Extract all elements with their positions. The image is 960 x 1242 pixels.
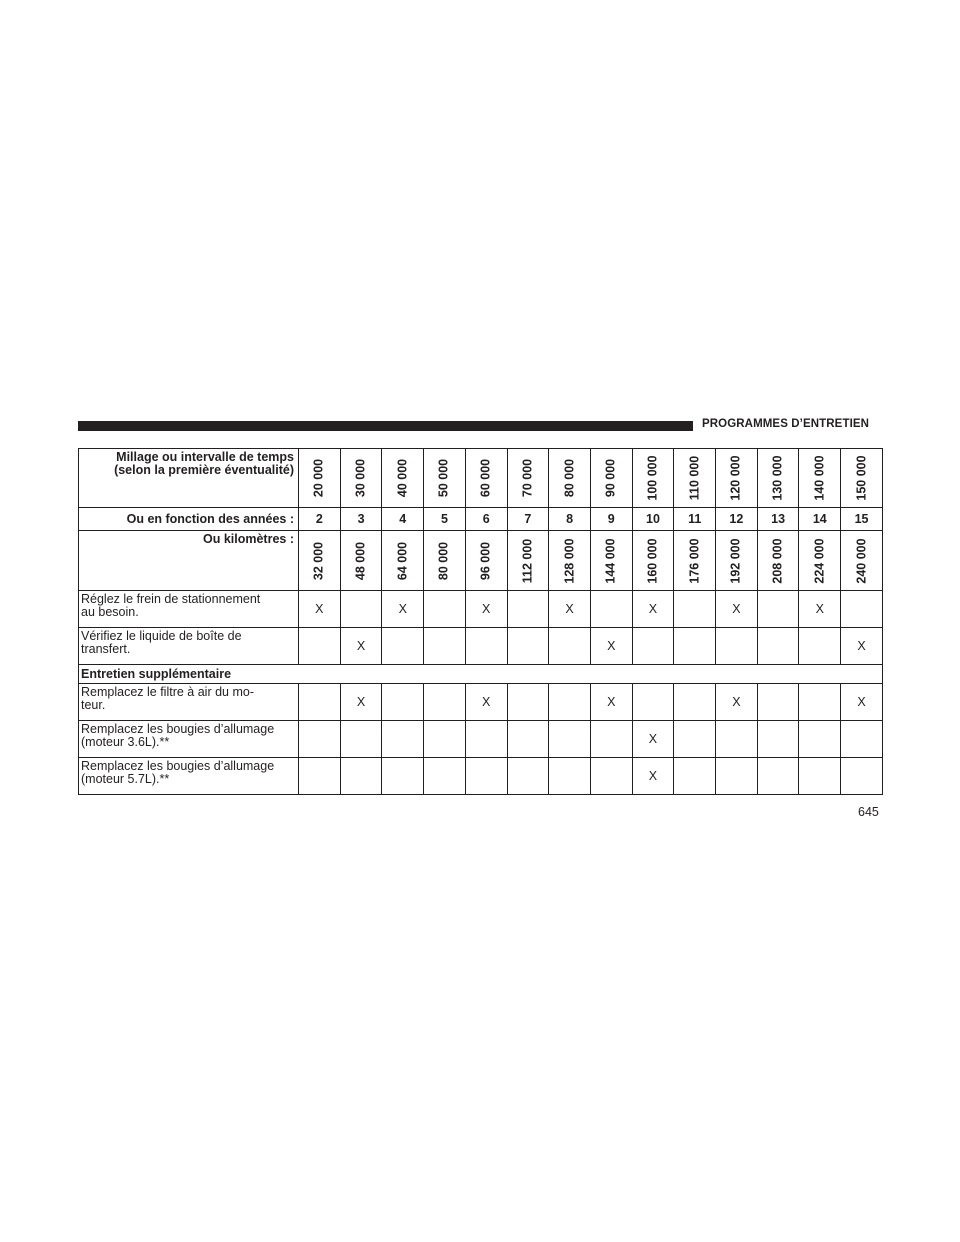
schedule-mark: X xyxy=(799,591,841,628)
schedule-mark: X xyxy=(299,591,341,628)
mileage-value: 70 000 xyxy=(520,458,535,498)
mileage-cell xyxy=(674,449,716,508)
schedule-mark xyxy=(674,721,716,758)
schedule-mark xyxy=(674,684,716,721)
mileage-value: 100 000 xyxy=(645,455,660,501)
schedule-mark xyxy=(382,758,424,795)
mileage-cell xyxy=(465,449,507,508)
mileage-value: 30 000 xyxy=(353,458,368,498)
mileage-value: 80 000 xyxy=(562,458,577,498)
schedule-mark xyxy=(590,758,632,795)
section-heading: Entretien supplémentaire xyxy=(79,665,883,684)
year-value: 15 xyxy=(841,508,883,531)
year-value: 7 xyxy=(507,508,549,531)
schedule-mark xyxy=(507,721,549,758)
year-value: 5 xyxy=(424,508,466,531)
kilometers-value: 240 000 xyxy=(854,537,869,584)
kilometers-value: 160 000 xyxy=(645,537,660,584)
year-value: 3 xyxy=(340,508,382,531)
schedule-mark xyxy=(757,684,799,721)
kilometers-value: 176 000 xyxy=(687,537,702,584)
years-row xyxy=(79,508,883,531)
schedule-mark xyxy=(340,591,382,628)
schedule-mark xyxy=(799,758,841,795)
schedule-mark xyxy=(424,758,466,795)
kilometers-label: Ou kilomètres : xyxy=(79,531,299,591)
schedule-mark xyxy=(674,628,716,665)
maintenance-item-row xyxy=(79,758,883,795)
schedule-mark xyxy=(507,684,549,721)
mileage-value: 140 000 xyxy=(812,455,827,501)
schedule-mark xyxy=(299,684,341,721)
mileage-value: 150 000 xyxy=(854,455,869,501)
kilometers-value: 32 000 xyxy=(311,541,326,580)
mileage-value: 130 000 xyxy=(770,455,785,501)
year-value: 8 xyxy=(549,508,591,531)
schedule-mark xyxy=(799,684,841,721)
kilometers-value: 144 000 xyxy=(603,537,618,584)
schedule-mark xyxy=(507,758,549,795)
page-number: 645 xyxy=(858,805,879,819)
mileage-cell xyxy=(299,449,341,508)
schedule-mark: X xyxy=(632,758,674,795)
kilometers-cell xyxy=(340,531,382,591)
schedule-mark xyxy=(632,628,674,665)
schedule-mark: X xyxy=(340,628,382,665)
schedule-mark xyxy=(382,684,424,721)
schedule-mark: X xyxy=(716,684,758,721)
kilometers-cell xyxy=(841,531,883,591)
maintenance-item-row xyxy=(79,628,883,665)
schedule-mark xyxy=(299,758,341,795)
maintenance-item-row xyxy=(79,684,883,721)
schedule-mark xyxy=(424,591,466,628)
schedule-mark xyxy=(757,591,799,628)
kilometers-cell xyxy=(590,531,632,591)
kilometers-cell xyxy=(424,531,466,591)
maintenance-item-row xyxy=(79,721,883,758)
years-label: Ou en fonction des années : xyxy=(79,508,299,531)
schedule-mark xyxy=(299,721,341,758)
kilometers-value: 80 000 xyxy=(436,541,451,580)
kilometers-value: 224 000 xyxy=(812,537,827,584)
schedule-mark xyxy=(716,758,758,795)
schedule-mark: X xyxy=(590,684,632,721)
maintenance-item-label: Remplacez le filtre à air du mo- teur. xyxy=(79,684,299,721)
mileage-cell xyxy=(549,449,591,508)
schedule-mark xyxy=(841,758,883,795)
schedule-mark xyxy=(674,591,716,628)
mileage-value: 120 000 xyxy=(728,455,743,501)
section-title: PROGRAMMES D’ENTRETIEN xyxy=(702,418,870,430)
maintenance-item-label: Remplacez les bougies d’allumage (moteur 3.6L).** xyxy=(79,721,299,758)
mileage-value: 90 000 xyxy=(603,458,618,498)
kilometers-cell xyxy=(674,531,716,591)
maintenance-item-label: Remplacez les bougies d’allumage (moteur 5.7L).** xyxy=(79,758,299,795)
kilometers-cell xyxy=(465,531,507,591)
kilometers-cell xyxy=(632,531,674,591)
schedule-mark: X xyxy=(632,591,674,628)
schedule-mark xyxy=(299,628,341,665)
year-value: 2 xyxy=(299,508,341,531)
schedule-mark xyxy=(424,684,466,721)
schedule-mark xyxy=(757,628,799,665)
kilometers-cell xyxy=(757,531,799,591)
mileage-value: 110 000 xyxy=(687,455,702,501)
schedule-mark xyxy=(507,628,549,665)
schedule-mark xyxy=(549,721,591,758)
schedule-mark xyxy=(382,721,424,758)
schedule-mark: X xyxy=(465,684,507,721)
schedule-mark xyxy=(757,721,799,758)
maintenance-item-row xyxy=(79,591,883,628)
mileage-cell xyxy=(382,449,424,508)
schedule-mark xyxy=(674,758,716,795)
schedule-mark: X xyxy=(465,591,507,628)
kilometers-value: 192 000 xyxy=(728,537,743,584)
kilometers-value: 128 000 xyxy=(562,537,577,584)
mileage-cell xyxy=(799,449,841,508)
year-value: 14 xyxy=(799,508,841,531)
schedule-mark xyxy=(549,758,591,795)
section-row xyxy=(79,665,883,684)
schedule-mark xyxy=(841,721,883,758)
mileage-row xyxy=(79,449,883,508)
schedule-mark xyxy=(549,684,591,721)
kilometers-row xyxy=(79,531,883,591)
schedule-mark xyxy=(799,628,841,665)
schedule-mark xyxy=(716,721,758,758)
schedule-mark: X xyxy=(340,684,382,721)
kilometers-value: 48 000 xyxy=(353,541,368,580)
schedule-mark xyxy=(632,684,674,721)
kilometers-cell xyxy=(716,531,758,591)
schedule-mark xyxy=(590,721,632,758)
kilometers-value: 208 000 xyxy=(770,537,785,584)
schedule-mark xyxy=(799,721,841,758)
schedule-mark xyxy=(590,591,632,628)
maintenance-item-label: Vérifiez le liquide de boîte de transfert. xyxy=(79,628,299,665)
schedule-mark: X xyxy=(590,628,632,665)
schedule-mark: X xyxy=(632,721,674,758)
kilometers-cell xyxy=(382,531,424,591)
mileage-cell xyxy=(841,449,883,508)
mileage-cell xyxy=(340,449,382,508)
mileage-value: 50 000 xyxy=(436,458,451,498)
kilometers-cell xyxy=(507,531,549,591)
year-value: 4 xyxy=(382,508,424,531)
schedule-mark xyxy=(424,721,466,758)
year-value: 10 xyxy=(632,508,674,531)
mileage-cell xyxy=(590,449,632,508)
year-value: 9 xyxy=(590,508,632,531)
schedule-mark xyxy=(757,758,799,795)
schedule-mark xyxy=(841,591,883,628)
year-value: 12 xyxy=(716,508,758,531)
maintenance-schedule-table xyxy=(78,448,883,795)
kilometers-cell xyxy=(799,531,841,591)
kilometers-value: 96 000 xyxy=(478,541,493,580)
mileage-cell xyxy=(632,449,674,508)
year-value: 13 xyxy=(757,508,799,531)
schedule-mark: X xyxy=(382,591,424,628)
maintenance-item-label: Réglez le frein de stationnement au besoin. xyxy=(79,591,299,628)
year-value: 11 xyxy=(674,508,716,531)
schedule-mark xyxy=(465,628,507,665)
schedule-mark xyxy=(465,721,507,758)
kilometers-value: 64 000 xyxy=(395,541,410,580)
schedule-mark xyxy=(549,628,591,665)
schedule-mark xyxy=(507,591,549,628)
mileage-cell xyxy=(716,449,758,508)
kilometers-cell xyxy=(299,531,341,591)
schedule-mark xyxy=(424,628,466,665)
schedule-mark: X xyxy=(841,684,883,721)
schedule-mark: X xyxy=(549,591,591,628)
schedule-mark xyxy=(340,758,382,795)
mileage-cell xyxy=(507,449,549,508)
year-value: 6 xyxy=(465,508,507,531)
schedule-mark xyxy=(382,628,424,665)
kilometers-cell xyxy=(549,531,591,591)
mileage-value: 20 000 xyxy=(311,458,326,498)
schedule-mark: X xyxy=(841,628,883,665)
mileage-label: Millage ou intervalle de temps (selon la première éventualité) xyxy=(79,449,299,508)
mileage-cell xyxy=(424,449,466,508)
mileage-value: 60 000 xyxy=(478,458,493,498)
schedule-mark: X xyxy=(716,591,758,628)
mileage-value: 40 000 xyxy=(395,458,410,498)
schedule-mark xyxy=(716,628,758,665)
schedule-mark xyxy=(340,721,382,758)
schedule-mark xyxy=(465,758,507,795)
mileage-cell xyxy=(757,449,799,508)
header-rule xyxy=(78,421,693,431)
kilometers-value: 112 000 xyxy=(520,538,535,583)
